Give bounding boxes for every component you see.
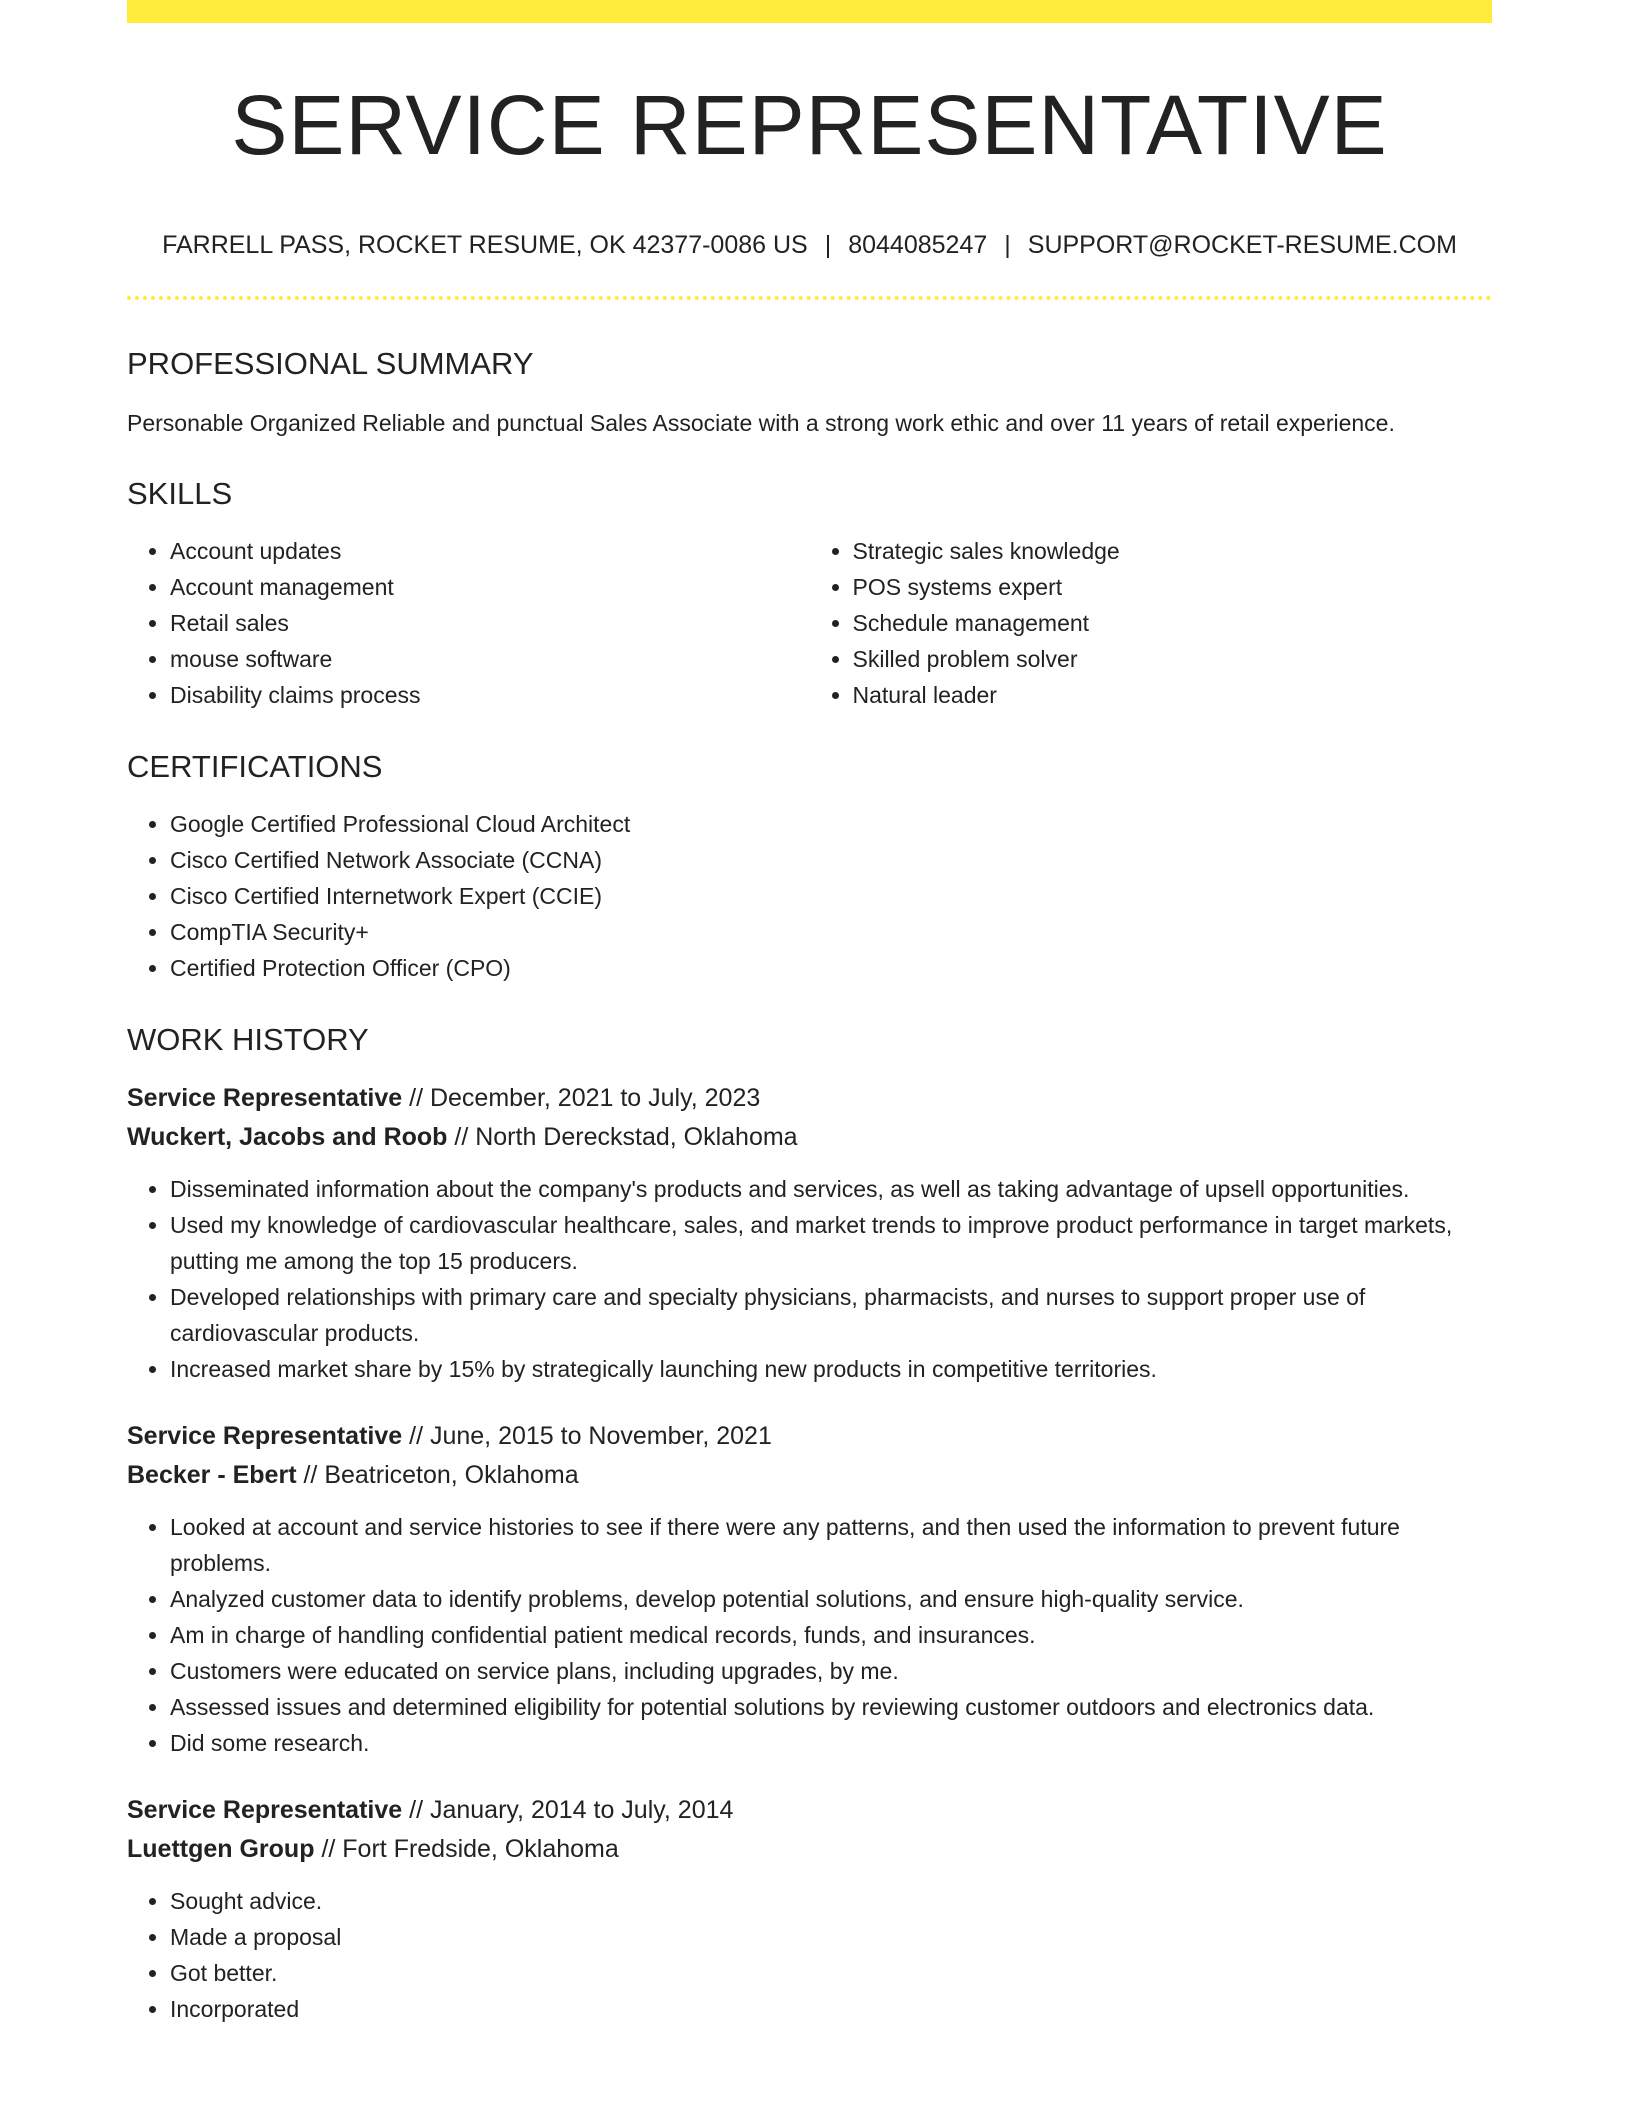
job-title: Service Representative bbox=[127, 1422, 403, 1450]
dotted-divider bbox=[127, 296, 1492, 300]
job-bullet: • Got better. bbox=[170, 1955, 1492, 1991]
skills-section bbox=[127, 478, 1492, 713]
job-title-line bbox=[127, 1791, 1492, 1830]
job-bullet: • Customers were educated on service plans, including upgrades, by me. bbox=[170, 1653, 1492, 1689]
skills-list-left bbox=[127, 533, 810, 713]
job-dates: // June, 2015 to November, 2021 bbox=[409, 1422, 772, 1450]
job-bullet: • Assessed issues and determined eligibility for potential solutions by reviewing customer outdoors and electronics data. bbox=[170, 1689, 1492, 1725]
job-bullet: • Incorporated bbox=[170, 1991, 1492, 2027]
job-company: Becker - Ebert bbox=[127, 1461, 297, 1489]
job-entry bbox=[127, 1791, 1492, 2027]
skill-item: • Schedule management bbox=[853, 605, 1493, 641]
certifications-list bbox=[127, 806, 1492, 986]
job-location: // Fort Fredside, Oklahoma bbox=[321, 1835, 619, 1863]
contact-separator: | bbox=[824, 231, 832, 259]
job-company-line bbox=[127, 1456, 1492, 1495]
contact-line bbox=[127, 233, 1492, 258]
contact-address: FARRELL PASS, ROCKET RESUME, OK 42377-0086 US bbox=[162, 231, 808, 259]
summary-heading: PROFESSIONAL SUMMARY bbox=[127, 346, 534, 381]
job-bullet: • Am in charge of handling confidential patient medical records, funds, and insurances. bbox=[170, 1617, 1492, 1653]
job-title-line bbox=[127, 1417, 1492, 1456]
certifications-heading: CERTIFICATIONS bbox=[127, 749, 383, 784]
job-bullets bbox=[127, 1509, 1492, 1761]
job-bullet: • Disseminated information about the company's products and services, as well as taking advantage of upsell opportunities. bbox=[170, 1171, 1492, 1207]
certifications-section bbox=[127, 751, 1492, 986]
accent-bar bbox=[127, 0, 1492, 23]
certification-item: • Certified Protection Officer (CPO) bbox=[170, 950, 1492, 986]
job-company: Luettgen Group bbox=[127, 1835, 315, 1863]
job-title-line bbox=[127, 1079, 1492, 1118]
job-entry bbox=[127, 1417, 1492, 1761]
job-title: Service Representative bbox=[127, 1796, 403, 1824]
job-location: // Beatriceton, Oklahoma bbox=[303, 1461, 579, 1489]
job-entry bbox=[127, 1079, 1492, 1387]
contact-separator: | bbox=[1004, 231, 1011, 259]
job-dates: // January, 2014 to July, 2014 bbox=[409, 1796, 734, 1824]
candidate-title: SERVICE REPRESENTATIVE bbox=[231, 78, 1388, 172]
job-bullet: • Increased market share by 15% by strategically launching new products in competitive territories. bbox=[170, 1351, 1492, 1387]
job-bullets bbox=[127, 1883, 1492, 2027]
job-bullet: • Looked at account and service histories to see if there were any patterns, and then used the information to prevent future problems. bbox=[170, 1509, 1492, 1581]
certification-item: • CompTIA Security+ bbox=[170, 914, 1492, 950]
skill-item: • Disability claims process bbox=[170, 677, 810, 713]
summary-section bbox=[127, 348, 1492, 441]
job-company: Wuckert, Jacobs and Roob bbox=[127, 1123, 448, 1151]
job-bullets bbox=[127, 1171, 1492, 1387]
skills-list-right bbox=[810, 533, 1493, 713]
job-bullet: • Developed relationships with primary care and specialty physicians, pharmacists, and nurses to support proper use of cardiovascular products. bbox=[170, 1279, 1492, 1351]
job-location: // North Dereckstad, Oklahoma bbox=[454, 1123, 798, 1151]
job-company-line bbox=[127, 1118, 1492, 1157]
skill-item: • Account management bbox=[170, 569, 810, 605]
certification-item: • Cisco Certified Internetwork Expert (CCIE) bbox=[170, 878, 1492, 914]
job-company-line bbox=[127, 1830, 1492, 1869]
skill-item: • Account updates bbox=[170, 533, 810, 569]
skill-item: • Skilled problem solver bbox=[853, 641, 1493, 677]
work-history-section bbox=[127, 1024, 1492, 2027]
skill-item: • Strategic sales knowledge bbox=[853, 533, 1493, 569]
skill-item: • POS systems expert bbox=[853, 569, 1493, 605]
skill-item: • Natural leader bbox=[853, 677, 1493, 713]
contact-email: SUPPORT@ROCKET-RESUME.COM bbox=[1027, 231, 1457, 259]
certification-item: • Cisco Certified Network Associate (CCNA) bbox=[170, 842, 1492, 878]
resume-page bbox=[127, 0, 1492, 2027]
job-dates: // December, 2021 to July, 2023 bbox=[409, 1084, 761, 1112]
job-bullet: • Used my knowledge of cardiovascular healthcare, sales, and market trends to improve product performance in target markets, putting me among the top 15 producers. bbox=[170, 1207, 1492, 1279]
job-bullet: • Analyzed customer data to identify problems, develop potential solutions, and ensure high-quality service. bbox=[170, 1581, 1492, 1617]
contact-phone: 8044085247 bbox=[848, 231, 988, 259]
certification-item: • Google Certified Professional Cloud Architect bbox=[170, 806, 1492, 842]
job-title: Service Representative bbox=[127, 1084, 403, 1112]
work-history-heading: WORK HISTORY bbox=[127, 1022, 369, 1057]
job-bullet: • Made a proposal bbox=[170, 1919, 1492, 1955]
skills-grid bbox=[127, 533, 1492, 713]
summary-text: Personable Organized Reliable and punctual Sales Associate with a strong work ethic and over 11 years of retail experience. bbox=[127, 410, 1395, 436]
skills-heading: SKILLS bbox=[127, 476, 233, 511]
job-bullet: • Sought advice. bbox=[170, 1883, 1492, 1919]
skill-item: • Retail sales bbox=[170, 605, 810, 641]
skill-item: • mouse software bbox=[170, 641, 810, 677]
job-bullet: • Did some research. bbox=[170, 1725, 1492, 1761]
